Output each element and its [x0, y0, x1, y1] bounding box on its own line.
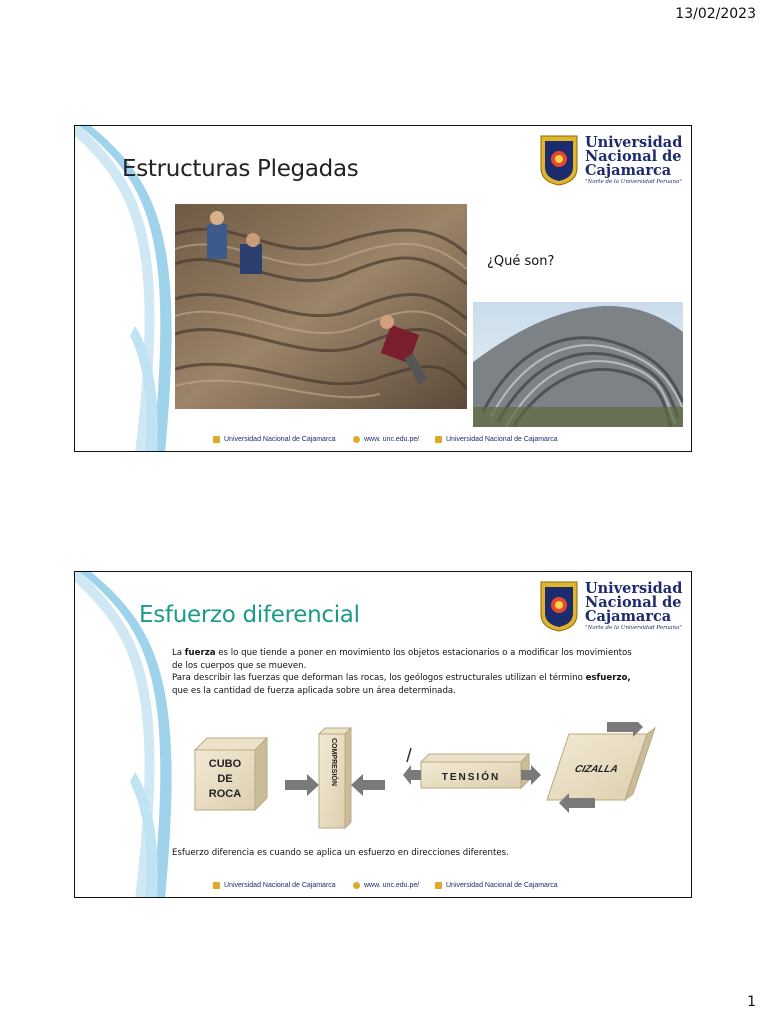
paragraph-esfuerzo — [172, 672, 632, 697]
logo-line-1: Universidad — [585, 134, 683, 151]
differential-stress-note: Esfuerzo diferencia es cuando se aplica un esfuerzo en direcciones diferentes. — [172, 848, 509, 858]
tension-label: TENSIÓN — [441, 772, 501, 783]
footer-facebook[interactable] — [213, 882, 336, 889]
footer-web[interactable] — [353, 436, 419, 443]
footer-web[interactable] — [353, 882, 419, 889]
p2-text-a: Para describir las fuerzas que deforman las rocas, los geólogos estructurales utilizan el término — [172, 673, 586, 684]
logo-motto: "Norte de la Universidad Peruana" — [585, 179, 682, 185]
compression-block — [285, 728, 385, 828]
folded-rock-climbers-photo — [175, 204, 467, 409]
university-logo — [539, 134, 683, 192]
p2-text-b: que es la cantidad de fuerza aplicada sobre un área determinada. — [172, 685, 456, 696]
arrow-right-icon — [285, 774, 319, 796]
page-number: 1 — [747, 994, 756, 1010]
logo-line-3: Cajamarca — [585, 608, 672, 625]
p1-bold-term: fuerza — [184, 648, 216, 658]
rock-cube — [195, 738, 267, 810]
footer-youtube-label: Universidad Nacional de Cajamarca — [446, 436, 558, 443]
slide-title: Esfuerzo diferencial — [139, 602, 360, 628]
folded-mountain-photo — [473, 302, 683, 427]
shear-block — [547, 722, 655, 813]
footer-youtube-label: Universidad Nacional de Cajamarca — [446, 882, 558, 889]
slide-estructuras-plegadas — [74, 125, 692, 452]
crest-icon — [539, 134, 579, 186]
slide-title: Estructuras Plegadas — [122, 156, 359, 182]
globe-icon — [353, 436, 360, 443]
paragraph-fuerza — [172, 647, 632, 672]
question-text: ¿Qué son? — [487, 254, 555, 269]
logo-line-2: Nacional de — [585, 594, 682, 611]
footer-facebook[interactable] — [213, 436, 336, 443]
university-logo — [539, 580, 683, 638]
footer-web-label: www. unc.edu.pe/ — [364, 882, 420, 889]
compression-label: COMPRESIÓN — [330, 738, 337, 786]
facebook-icon — [213, 436, 220, 443]
logo-line-2: Nacional de — [585, 148, 682, 165]
arrow-left-icon — [403, 765, 421, 785]
youtube-icon — [435, 882, 442, 889]
footer-facebook-label: Universidad Nacional de Cajamarca — [224, 882, 336, 889]
slide-body-text — [172, 647, 632, 697]
youtube-icon — [435, 436, 442, 443]
arrow-left-icon — [351, 774, 385, 796]
facebook-icon — [213, 882, 220, 889]
footer-web-label: www. unc.edu.pe/ — [364, 436, 420, 443]
cube-label-2: DE — [217, 773, 233, 785]
footer-youtube[interactable] — [435, 436, 558, 443]
logo-motto: "Norte de la Universidad Peruana" — [585, 625, 682, 631]
print-date: 13/02/2023 — [675, 6, 756, 22]
stress-types-diagram — [185, 722, 665, 837]
footer-youtube[interactable] — [435, 882, 558, 889]
globe-icon — [353, 882, 360, 889]
logo-line-3: Cajamarca — [585, 162, 672, 179]
logo-line-1: Universidad — [585, 580, 683, 597]
shear-label: CIZALLA — [573, 764, 620, 775]
cube-label-1: CUBO — [208, 758, 242, 770]
p1-text-b: es lo que tiende a poner en movimiento los objetos estacionarios o a modificar los movimientos de los cuerpos que se mueven. — [172, 648, 632, 671]
cube-label-3: ROCA — [208, 788, 242, 800]
slide-footer — [75, 434, 691, 448]
p1-text-a: La — [172, 648, 185, 658]
p2-bold-term: esfuerzo, — [585, 673, 631, 684]
footer-facebook-label: Universidad Nacional de Cajamarca — [224, 436, 336, 443]
tension-block — [403, 748, 541, 788]
slide-esfuerzo-diferencial — [74, 571, 692, 898]
crest-icon — [539, 580, 579, 632]
slide-footer — [75, 880, 691, 894]
